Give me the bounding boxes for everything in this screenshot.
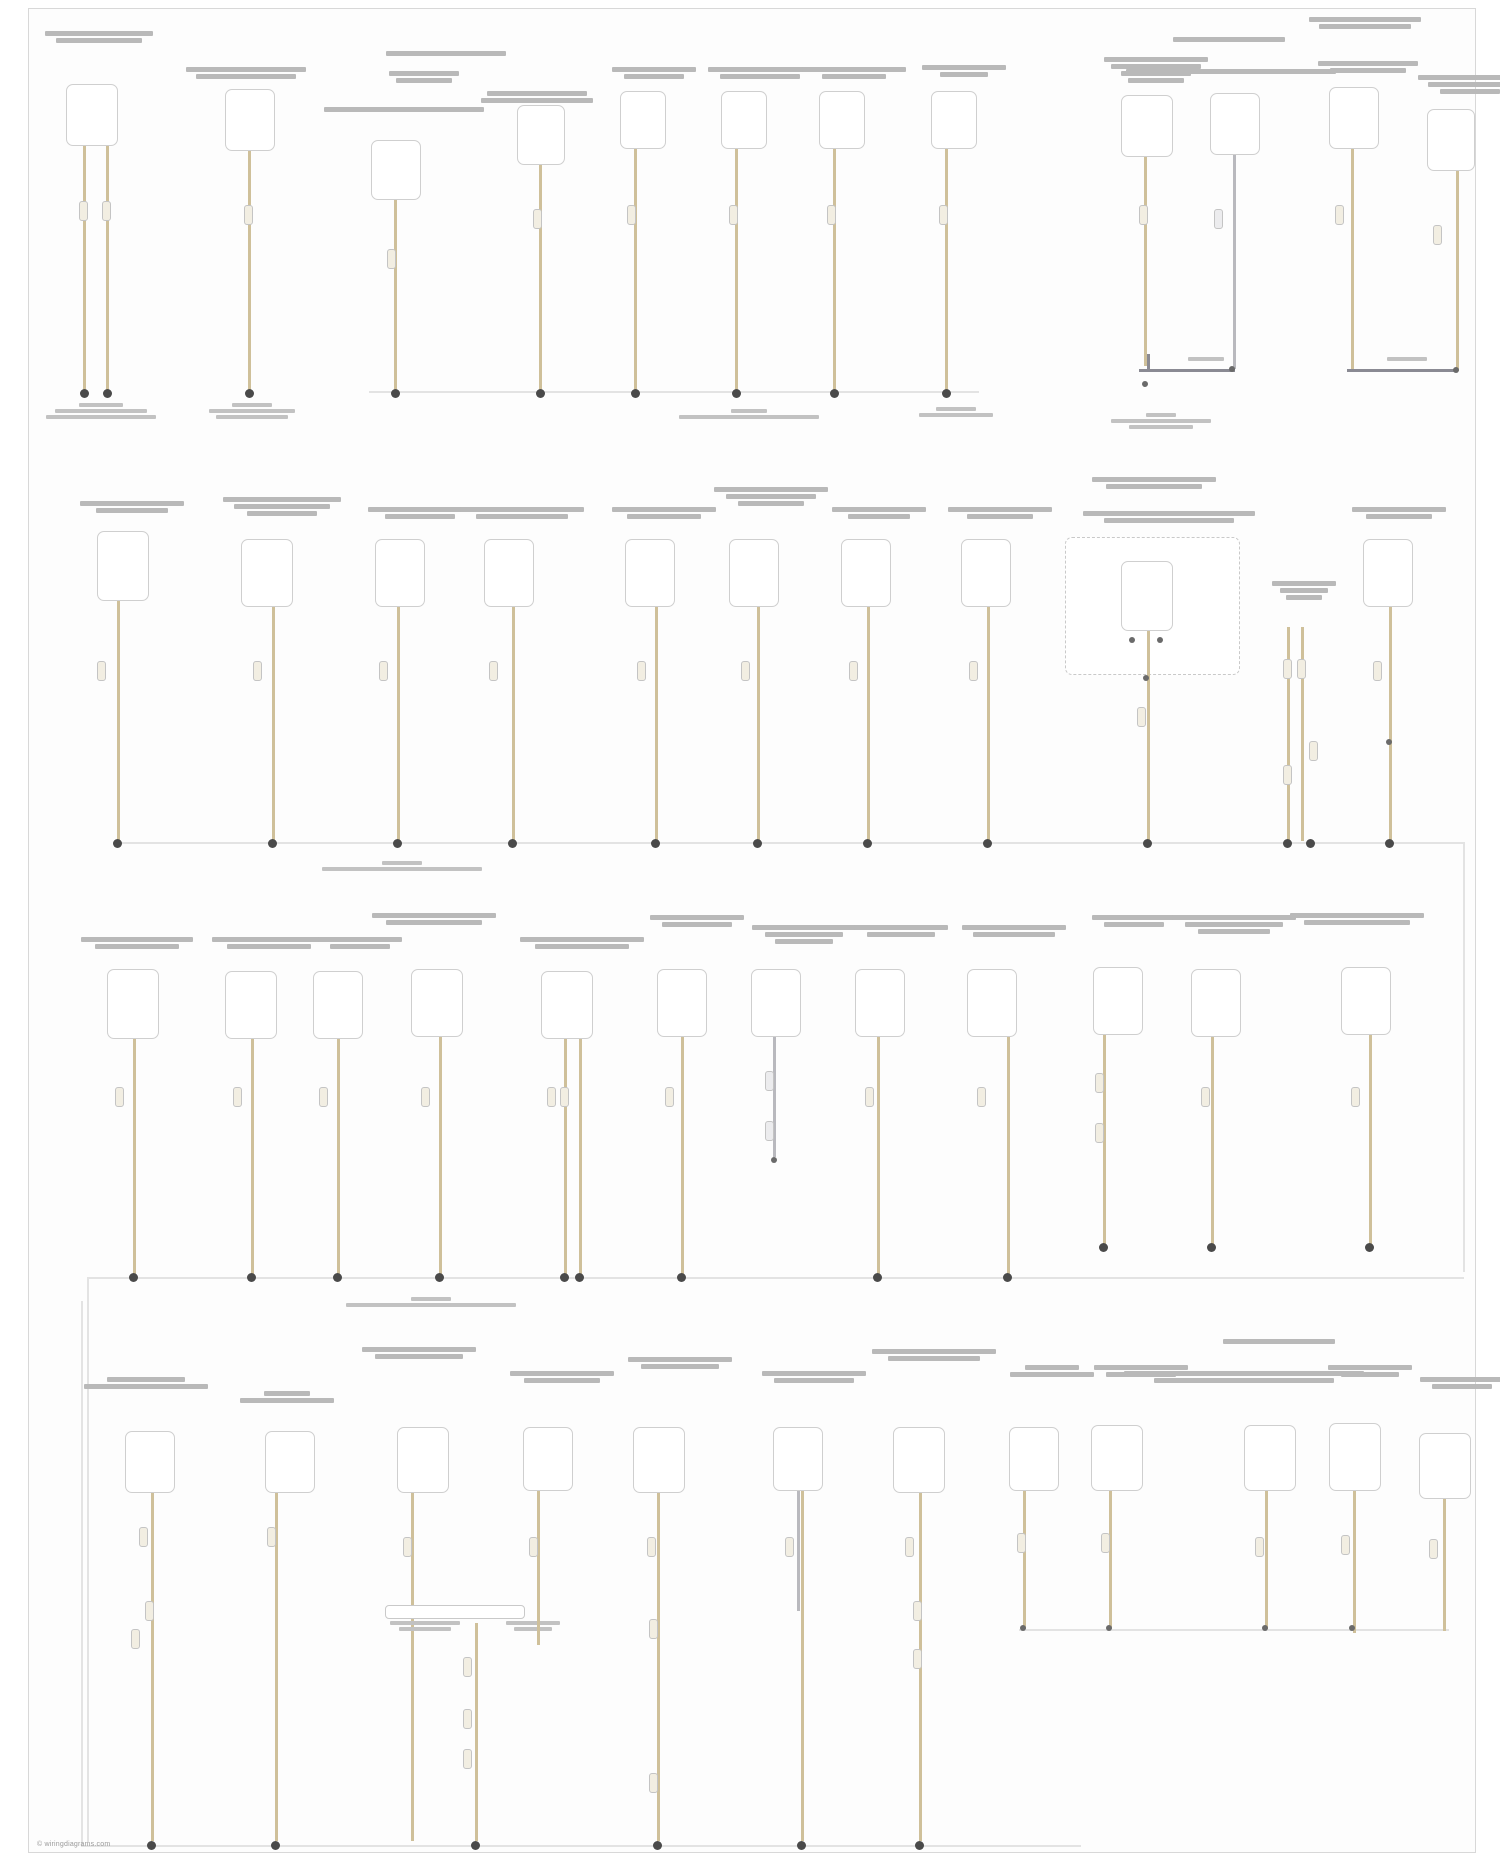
ground-dot: [1143, 839, 1152, 848]
wire-dk-h2: [1347, 369, 1457, 372]
wire-r4c6: [801, 1491, 804, 1841]
component-box-r3c3[interactable]: [313, 971, 363, 1039]
bus-rail-row4: [81, 1845, 1081, 1847]
ground-dot: [1003, 1273, 1012, 1282]
component-label-r2c4: [457, 507, 587, 519]
inline-connector[interactable]: [547, 1087, 556, 1107]
component-label-r2c10: [1269, 581, 1339, 600]
inline-connector[interactable]: [827, 205, 836, 225]
ground-dot: [1207, 1243, 1216, 1252]
wire-r1c4: [539, 165, 542, 392]
component-label-r2c1: [77, 501, 187, 513]
diagram-sheet: [28, 8, 1476, 1853]
component-label-r4c5: [625, 1357, 735, 1369]
inline-connector[interactable]: [145, 1601, 154, 1621]
component-label-r3c11: [1169, 915, 1299, 934]
wire-r2c9: [1147, 631, 1150, 843]
wire-r2c6: [757, 607, 760, 843]
node-dot: [1262, 1625, 1268, 1631]
inline-connector[interactable]: [1255, 1537, 1264, 1557]
component-box-r1c6[interactable]: [721, 91, 767, 149]
component-box-r2c7[interactable]: [841, 539, 891, 607]
component-label-r4c2: [237, 1391, 337, 1403]
wire-r2c11: [1389, 607, 1392, 843]
component-label-r3c8: [851, 925, 951, 937]
component-box-r4c12[interactable]: [1419, 1433, 1471, 1499]
ground-dot: [333, 1273, 342, 1282]
component-box-r3c6[interactable]: [657, 969, 707, 1037]
ground-dot: [80, 389, 89, 398]
inline-connector[interactable]: [79, 201, 88, 221]
component-box-r2c9[interactable]: [1121, 561, 1173, 631]
component-label-r1c11: [1305, 17, 1425, 29]
node-dot: [1157, 637, 1163, 643]
ground-dot: [732, 389, 741, 398]
bus-rail-row2: [114, 842, 1464, 844]
component-label-r2c9: [1089, 477, 1219, 489]
wire-dk-h: [1139, 369, 1235, 372]
component-label-r3c4: [369, 913, 499, 925]
node-dot: [1453, 367, 1459, 373]
ground-label-r1c8: [911, 407, 1001, 417]
component-box-r2c11[interactable]: [1363, 539, 1413, 607]
component-box-r4c2[interactable]: [265, 1431, 315, 1493]
ground-dot: [651, 839, 660, 848]
component-box-r4c8[interactable]: [1009, 1427, 1059, 1491]
wire-r3c4: [439, 1037, 442, 1275]
component-box-r2c4[interactable]: [484, 539, 534, 607]
inline-connector[interactable]: [253, 661, 262, 681]
component-box-r3c7[interactable]: [751, 969, 801, 1037]
component-box-r1c9[interactable]: [1121, 95, 1173, 157]
ground-dot: [471, 1841, 480, 1850]
ground-dot: [245, 389, 254, 398]
component-label-r4c7: [869, 1349, 999, 1361]
component-label-r1c3c: [477, 91, 597, 103]
component-box-r4c6[interactable]: [773, 1427, 823, 1491]
inline-connector[interactable]: [403, 1537, 412, 1557]
ground-label-r1c2: [197, 403, 307, 419]
component-box-r3c9[interactable]: [967, 969, 1017, 1037]
component-label-r1c3b: [359, 71, 489, 83]
inline-connector[interactable]: [489, 661, 498, 681]
component-box-r3c12[interactable]: [1341, 967, 1391, 1035]
component-label-r1c1: [39, 31, 159, 43]
component-label-r2c2: [219, 497, 344, 516]
component-box-r1c1[interactable]: [66, 84, 118, 146]
sub-module-bar[interactable]: [385, 1605, 525, 1619]
inline-connector[interactable]: [1297, 659, 1306, 679]
bus-label-row1: [669, 409, 829, 419]
ground-dot: [536, 389, 545, 398]
component-label-r4c10: [1219, 1339, 1339, 1344]
inline-connector[interactable]: [244, 205, 253, 225]
inline-connector[interactable]: [865, 1087, 874, 1107]
ground-dot: [873, 1273, 882, 1282]
wire-r1c5: [634, 149, 637, 392]
ground-dot: [247, 1273, 256, 1282]
wire-r4c4: [537, 1491, 540, 1645]
ground-dot: [575, 1273, 584, 1282]
inline-connector[interactable]: [267, 1527, 276, 1547]
wire-r2c4: [512, 607, 515, 843]
wire-r4c12: [1443, 1499, 1446, 1631]
component-box-r1c11[interactable]: [1329, 87, 1379, 149]
node-dot: [1229, 366, 1235, 372]
wire-r4c8: [1023, 1491, 1026, 1629]
ground-dot: [391, 389, 400, 398]
wire-r1c8: [945, 149, 948, 392]
ground-dot: [1099, 1243, 1108, 1252]
ground-dot: [268, 839, 277, 848]
component-box-r4c3[interactable]: [397, 1427, 449, 1493]
component-label-r1c5: [609, 67, 699, 79]
component-box-r2c1[interactable]: [97, 531, 149, 601]
wire-r3c2: [251, 1039, 254, 1275]
wire-r1c3: [394, 200, 397, 392]
component-box-r1c8[interactable]: [931, 91, 977, 149]
component-label-r2c6: [711, 487, 831, 506]
inline-connector[interactable]: [421, 1087, 430, 1107]
component-box-r4c5[interactable]: [633, 1427, 685, 1493]
inline-connector[interactable]: [102, 201, 111, 221]
inline-connector[interactable]: [131, 1629, 140, 1649]
wire-r3c1: [133, 1039, 136, 1275]
inline-connector[interactable]: [1283, 765, 1292, 785]
inline-connector[interactable]: [741, 661, 750, 681]
wire-r1c2: [248, 151, 251, 392]
inline-connector[interactable]: [627, 205, 636, 225]
inline-connector[interactable]: [1214, 209, 1223, 229]
wire-r2c7: [867, 607, 870, 843]
inline-connector[interactable]: [1137, 707, 1146, 727]
inline-connector[interactable]: [529, 1537, 538, 1557]
inline-connector[interactable]: [1201, 1087, 1210, 1107]
ground-dot: [1365, 1243, 1374, 1252]
inline-connector[interactable]: [1309, 741, 1318, 761]
component-label-r1c10: [1169, 37, 1289, 42]
component-box-r2c2[interactable]: [241, 539, 293, 607]
ground-dot: [863, 839, 872, 848]
inline-connector[interactable]: [560, 1087, 569, 1107]
component-label-r1c3: [381, 51, 511, 56]
ground-dot: [560, 1273, 569, 1282]
component-box-r3c8[interactable]: [855, 969, 905, 1037]
inline-connector[interactable]: [785, 1537, 794, 1557]
ground-dot: [147, 1841, 156, 1850]
node-dot: [1020, 1625, 1026, 1631]
ground-dot: [753, 839, 762, 848]
component-box-r1c3[interactable]: [371, 140, 421, 200]
ground-dot: [653, 1841, 662, 1850]
wire-r3c11: [1211, 1037, 1214, 1245]
ground-dot: [393, 839, 402, 848]
component-label-r3c5: [517, 937, 647, 949]
wire-r1c1-b: [106, 146, 109, 392]
component-label-r2c8: [945, 507, 1055, 519]
component-label-r4c8: [1007, 1365, 1097, 1377]
component-label-r4c4: [507, 1371, 617, 1383]
component-box-r4c11[interactable]: [1329, 1423, 1381, 1491]
component-box-r1c7[interactable]: [819, 91, 865, 149]
inline-connector[interactable]: [649, 1773, 658, 1793]
node-dot: [771, 1157, 777, 1163]
wire-r3c5-b: [579, 1039, 582, 1275]
ground-dot: [103, 389, 112, 398]
component-label-r3c6: [647, 915, 747, 927]
ground-dot: [129, 1273, 138, 1282]
component-label-r3c12: [1287, 913, 1427, 925]
inline-connector[interactable]: [139, 1527, 148, 1547]
ground-dot: [1306, 839, 1315, 848]
component-label-r1c7: [799, 67, 909, 79]
inline-connector[interactable]: [1095, 1073, 1104, 1093]
ground-dot: [1283, 839, 1292, 848]
inline-connector[interactable]: [849, 661, 858, 681]
component-label-r4c11: [1325, 1365, 1415, 1377]
wire-tag: [1377, 357, 1437, 361]
inline-connector[interactable]: [665, 1087, 674, 1107]
bus-rail-row4-right: [1019, 1629, 1449, 1631]
wire-r3c9: [1007, 1037, 1010, 1275]
node-dot: [1106, 1625, 1112, 1631]
component-box-r3c11[interactable]: [1191, 969, 1241, 1037]
component-box-r4c1[interactable]: [125, 1431, 175, 1493]
wire-r4c3b: [475, 1623, 478, 1841]
component-label-r3c7: [749, 925, 859, 944]
inline-connector[interactable]: [379, 661, 388, 681]
inline-connector[interactable]: [913, 1649, 922, 1669]
component-label-r2c7: [829, 507, 929, 519]
node-dot: [1386, 739, 1392, 745]
wire-r3c6: [681, 1037, 684, 1275]
component-label-r3c3: [315, 937, 405, 949]
component-label-r4c1: [81, 1377, 211, 1389]
component-box-r1c2[interactable]: [225, 89, 275, 151]
component-box-r2c5[interactable]: [625, 539, 675, 607]
component-box-r1c10[interactable]: [1210, 93, 1260, 155]
component-box-r3c4[interactable]: [411, 969, 463, 1037]
inline-connector[interactable]: [1429, 1539, 1438, 1559]
component-label-r2c5: [609, 507, 719, 519]
sub-module-label-left: [387, 1621, 463, 1631]
component-box-r2c8[interactable]: [961, 539, 1011, 607]
wire-r3c3: [337, 1039, 340, 1275]
wire-r4c1: [151, 1493, 154, 1841]
inline-connector[interactable]: [1373, 661, 1382, 681]
inline-connector[interactable]: [1017, 1533, 1026, 1553]
component-box-r3c10[interactable]: [1093, 967, 1143, 1035]
ground-dot: [1385, 839, 1394, 848]
component-box-r2c6[interactable]: [729, 539, 779, 607]
inline-connector[interactable]: [977, 1087, 986, 1107]
component-label-r2c11: [1349, 507, 1449, 519]
inline-connector[interactable]: [913, 1601, 922, 1621]
wire-r1c1-a: [83, 146, 86, 392]
ground-dot: [942, 389, 951, 398]
wire-r2c8: [987, 607, 990, 843]
inline-connector[interactable]: [97, 661, 106, 681]
node-dot: [1142, 381, 1148, 387]
component-box-r4c7[interactable]: [893, 1427, 945, 1493]
inline-connector[interactable]: [1101, 1533, 1110, 1553]
inline-connector[interactable]: [463, 1709, 472, 1729]
sub-module-label-right: [503, 1621, 563, 1631]
wire-r2c2: [272, 607, 275, 843]
inline-connector[interactable]: [1433, 225, 1442, 245]
component-box-r3c1[interactable]: [107, 969, 159, 1039]
wire-r3c12: [1369, 1035, 1372, 1247]
wire-grey-r1c10: [1233, 155, 1236, 369]
wire-r3c5-a: [564, 1039, 567, 1275]
component-label-r3c1: [77, 937, 197, 949]
component-label-r1c8: [919, 65, 1009, 77]
inline-connector[interactable]: [765, 1121, 774, 1141]
component-label-r4c3: [359, 1347, 479, 1359]
inline-connector[interactable]: [463, 1749, 472, 1769]
wire-r1c12: [1456, 171, 1459, 371]
inline-connector[interactable]: [1335, 205, 1344, 225]
inline-connector[interactable]: [649, 1619, 658, 1639]
component-label-r1c11b: [1313, 61, 1423, 73]
component-label-r3c10: [1089, 915, 1179, 927]
copyright-note: © wiringdiagrams.com: [37, 1841, 111, 1848]
bus-rail-row1: [369, 391, 979, 393]
inline-connector[interactable]: [637, 661, 646, 681]
bus-label-row2: [317, 861, 487, 871]
wire-grey-r4c6: [797, 1491, 800, 1611]
inline-connector[interactable]: [765, 1071, 774, 1091]
component-box-r1c4[interactable]: [517, 105, 565, 165]
ground-dot: [983, 839, 992, 848]
component-box-r2c3[interactable]: [375, 539, 425, 607]
inline-connector[interactable]: [1283, 659, 1292, 679]
inline-connector[interactable]: [533, 209, 542, 229]
component-box-r4c10[interactable]: [1244, 1425, 1296, 1491]
component-box-r1c5[interactable]: [620, 91, 666, 149]
wire-r2c1: [117, 601, 120, 843]
bus-rail-row3: [89, 1277, 1464, 1279]
inline-connector[interactable]: [1341, 1535, 1350, 1555]
inline-connector[interactable]: [647, 1537, 656, 1557]
component-label-r1c3d: [319, 107, 489, 112]
inline-connector[interactable]: [1095, 1123, 1104, 1143]
ground-dot: [271, 1841, 280, 1850]
inline-connector[interactable]: [319, 1087, 328, 1107]
wire-r2c5: [655, 607, 658, 843]
bus-label-row3: [341, 1297, 521, 1307]
wire-r4c10: [1265, 1491, 1268, 1629]
ground-dot: [915, 1841, 924, 1850]
component-box-r3c5[interactable]: [541, 971, 593, 1039]
inline-connector[interactable]: [1351, 1087, 1360, 1107]
component-box-r4c4[interactable]: [523, 1427, 573, 1491]
ground-label-r1c1: [41, 403, 161, 419]
ground-dot: [797, 1841, 806, 1850]
component-label-r1c2: [181, 67, 311, 79]
node-dot: [1349, 1625, 1355, 1631]
component-box-r4c9[interactable]: [1091, 1425, 1143, 1491]
inline-connector[interactable]: [729, 205, 738, 225]
bus-rail-row3-left: [87, 1277, 89, 1299]
wire-r1c9: [1144, 157, 1147, 366]
ground-dot: [830, 389, 839, 398]
component-label-r4c12: [1417, 1377, 1500, 1389]
component-box-r3c2[interactable]: [225, 971, 277, 1039]
ground-dot: [677, 1273, 686, 1282]
wire-r3c8: [877, 1037, 880, 1275]
inline-connector[interactable]: [387, 249, 396, 269]
component-label-r4c6: [759, 1371, 869, 1383]
inline-connector[interactable]: [905, 1537, 914, 1557]
wire-r2c3: [397, 607, 400, 843]
component-label-r1c12: [1415, 75, 1500, 94]
component-label-r1c10b: [1121, 69, 1341, 74]
component-box-r1c12[interactable]: [1427, 109, 1475, 171]
wire-r4c9: [1109, 1491, 1112, 1629]
wire-r1c11: [1351, 149, 1354, 369]
inline-connector[interactable]: [463, 1657, 472, 1677]
ground-dot: [508, 839, 517, 848]
ground-dot: [113, 839, 122, 848]
component-label-r3c2: [209, 937, 329, 949]
wire-r4c11: [1353, 1491, 1356, 1633]
node-dot: [1143, 675, 1149, 681]
inline-connector[interactable]: [969, 661, 978, 681]
inline-connector[interactable]: [233, 1087, 242, 1107]
wire-r1c6: [735, 149, 738, 392]
bus-rail-row2-right: [1463, 842, 1465, 1272]
wire-r1c7: [833, 149, 836, 392]
ground-dot: [631, 389, 640, 398]
ground-dot: [435, 1273, 444, 1282]
component-label-r2c9b: [1079, 511, 1259, 523]
inline-connector[interactable]: [115, 1087, 124, 1107]
component-label-r3c9: [959, 925, 1069, 937]
inline-connector[interactable]: [1139, 205, 1148, 225]
wire-tag: [1181, 357, 1231, 361]
node-dot: [1129, 637, 1135, 643]
ground-label-r1c9: [1101, 413, 1221, 429]
inline-connector[interactable]: [939, 205, 948, 225]
